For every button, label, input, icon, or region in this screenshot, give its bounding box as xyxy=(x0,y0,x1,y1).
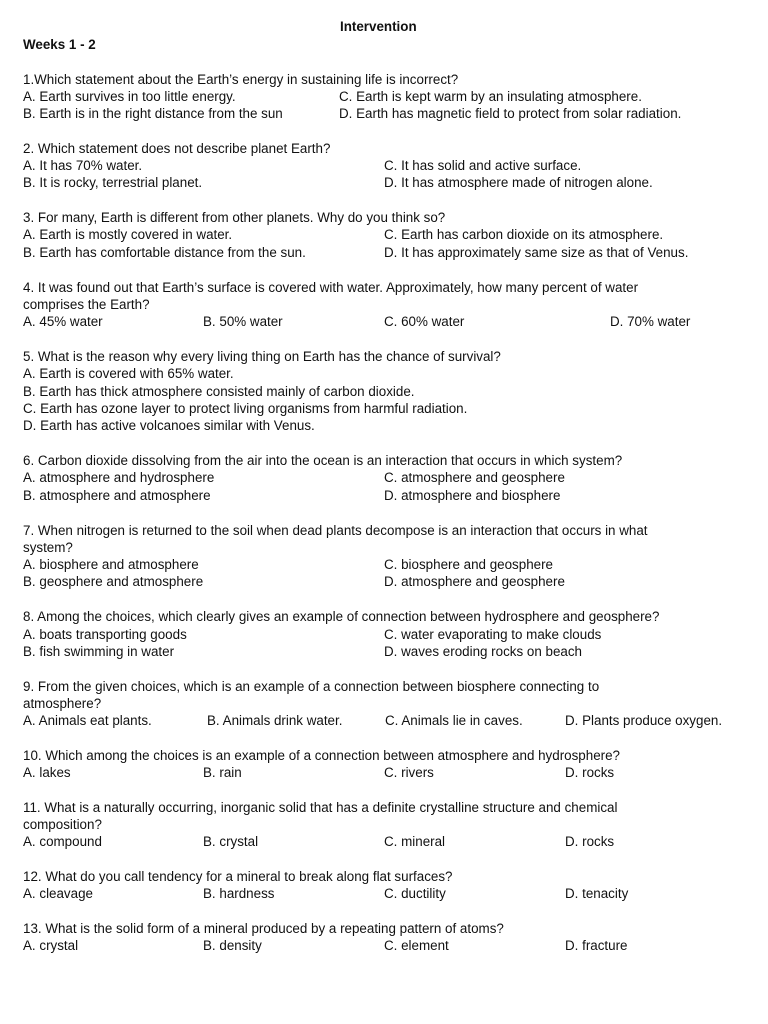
question-5-stem: 5. What is the reason why every living thing on Earth has the chance of survival? xyxy=(23,349,501,364)
question-11-choice-c: C. mineral xyxy=(384,834,446,849)
question-12-choice-d: D. tenacity xyxy=(565,886,629,901)
question-12-choice-c: C. ductility xyxy=(384,886,446,901)
question-11-stem-line-2: composition? xyxy=(23,817,102,832)
question-6-choice-a: A. atmosphere and hydrosphere xyxy=(23,470,215,485)
question-4-choice-b: B. 50% water xyxy=(203,314,283,329)
question-8-choice-b: B. fish swimming in water xyxy=(23,644,175,659)
question-13-choice-a: A. crystal xyxy=(23,938,79,953)
question-2-choice-c: C. It has solid and active surface. xyxy=(384,158,582,173)
question-4-choice-c: C. 60% water xyxy=(384,314,465,329)
question-6-choice-d: D. atmosphere and biosphere xyxy=(384,488,561,503)
question-8-stem: 8. Among the choices, which clearly gives an example of connection between hydrosphere and geosphere? xyxy=(23,609,660,624)
question-13-choice-b: B. density xyxy=(203,938,262,953)
question-3-choice-d: D. It has approximately same size as that of Venus. xyxy=(384,245,689,260)
question-11-choice-b: B. crystal xyxy=(203,834,259,849)
question-2-choice-b: B. It is rocky, terrestrial planet. xyxy=(23,175,203,190)
question-4-stem-line-2: comprises the Earth? xyxy=(23,297,150,312)
question-3-choice-c: C. Earth has carbon dioxide on its atmosphere. xyxy=(384,227,664,242)
question-8-choice-c: C. water evaporating to make clouds xyxy=(384,627,602,642)
question-7-choice-b: B. geosphere and atmosphere xyxy=(23,574,204,589)
question-1-choice-b: B. Earth is in the right distance from the sun xyxy=(23,106,283,121)
question-10-choice-c: C. rivers xyxy=(384,765,434,780)
question-1-choice-d: D. Earth has magnetic field to protect from solar radiation. xyxy=(339,106,682,121)
question-10-choice-b: B. rain xyxy=(203,765,242,780)
question-12-stem: 12. What do you call tendency for a mineral to break along flat surfaces? xyxy=(23,869,453,884)
question-3-stem: 3. For many, Earth is different from other planets. Why do you think so? xyxy=(23,210,446,225)
question-11-choice-a: A. compound xyxy=(23,834,102,849)
question-10-choice-d: D. rocks xyxy=(565,765,615,780)
question-7-choice-d: D. atmosphere and geosphere xyxy=(384,574,565,589)
question-7-stem-line-1: 7. When nitrogen is returned to the soil when dead plants decompose is an interaction that occurs in what xyxy=(23,523,648,538)
question-7-choice-c: C. biosphere and geosphere xyxy=(384,557,553,572)
question-1-stem: 1.Which statement about the Earth’s energy in sustaining life is incorrect? xyxy=(23,72,459,87)
question-3-choice-b: B. Earth has comfortable distance from the sun. xyxy=(23,245,306,260)
question-6-stem: 6. Carbon dioxide dissolving from the air into the ocean is an interaction that occurs in which system? xyxy=(23,453,623,468)
question-1-choice-c: C. Earth is kept warm by an insulating atmosphere. xyxy=(339,89,642,104)
question-6-choice-c: C. atmosphere and geosphere xyxy=(384,470,565,485)
question-13-choice-d: D. fracture xyxy=(565,938,628,953)
question-4-choice-a: A. 45% water xyxy=(23,314,103,329)
question-12-choice-a: A. cleavage xyxy=(23,886,93,901)
question-9-stem-line-2: atmosphere? xyxy=(23,696,102,711)
question-5-choice-a: A. Earth is covered with 65% water. xyxy=(23,366,234,381)
question-9-stem-line-1: 9. From the given choices, which is an example of a connection between biosphere connecting to xyxy=(23,679,600,694)
question-8-choice-d: D. waves eroding rocks on beach xyxy=(384,644,582,659)
question-4-choice-d: D. 70% water xyxy=(610,314,691,329)
question-3-choice-a: A. Earth is mostly covered in water. xyxy=(23,227,233,242)
page-title: Intervention xyxy=(340,19,417,34)
question-8-choice-a: A. boats transporting goods xyxy=(23,627,187,642)
question-11-choice-d: D. rocks xyxy=(565,834,615,849)
question-2-choice-d: D. It has atmosphere made of nitrogen alone. xyxy=(384,175,653,190)
question-9-choice-b: B. Animals drink water. xyxy=(207,713,343,728)
question-13-stem: 13. What is the solid form of a mineral produced by a repeating pattern of atoms? xyxy=(23,921,504,936)
question-2-choice-a: A. It has 70% water. xyxy=(23,158,143,173)
question-6-choice-b: B. atmosphere and atmosphere xyxy=(23,488,211,503)
question-1-choice-a: A. Earth survives in too little energy. xyxy=(23,89,236,104)
question-2-stem: 2. Which statement does not describe planet Earth? xyxy=(23,141,331,156)
page-subtitle: Weeks 1 - 2 xyxy=(23,37,96,52)
question-7-choice-a: A. biosphere and atmosphere xyxy=(23,557,199,572)
question-5-choice-b: B. Earth has thick atmosphere consisted mainly of carbon dioxide. xyxy=(23,384,415,399)
question-12-choice-b: B. hardness xyxy=(203,886,275,901)
question-9-choice-d: D. Plants produce oxygen. xyxy=(565,713,723,728)
question-5-choice-c: C. Earth has ozone layer to protect living organisms from harmful radiation. xyxy=(23,401,468,416)
question-10-choice-a: A. lakes xyxy=(23,765,71,780)
question-11-stem-line-1: 11. What is a naturally occurring, inorganic solid that has a definite crystalline structure and chemical xyxy=(23,800,618,815)
question-9-choice-a: A. Animals eat plants. xyxy=(23,713,152,728)
question-13-choice-c: C. element xyxy=(384,938,449,953)
question-7-stem-line-2: system? xyxy=(23,540,73,555)
question-10-stem: 10. Which among the choices is an example of a connection between atmosphere and hydrosphere? xyxy=(23,748,620,763)
question-4-stem-line-1: 4. It was found out that Earth’s surface is covered with water. Approximately, how many percent of water xyxy=(23,280,639,295)
question-9-choice-c: C. Animals lie in caves. xyxy=(385,713,523,728)
question-5-choice-d: D. Earth has active volcanoes similar with Venus. xyxy=(23,418,315,433)
